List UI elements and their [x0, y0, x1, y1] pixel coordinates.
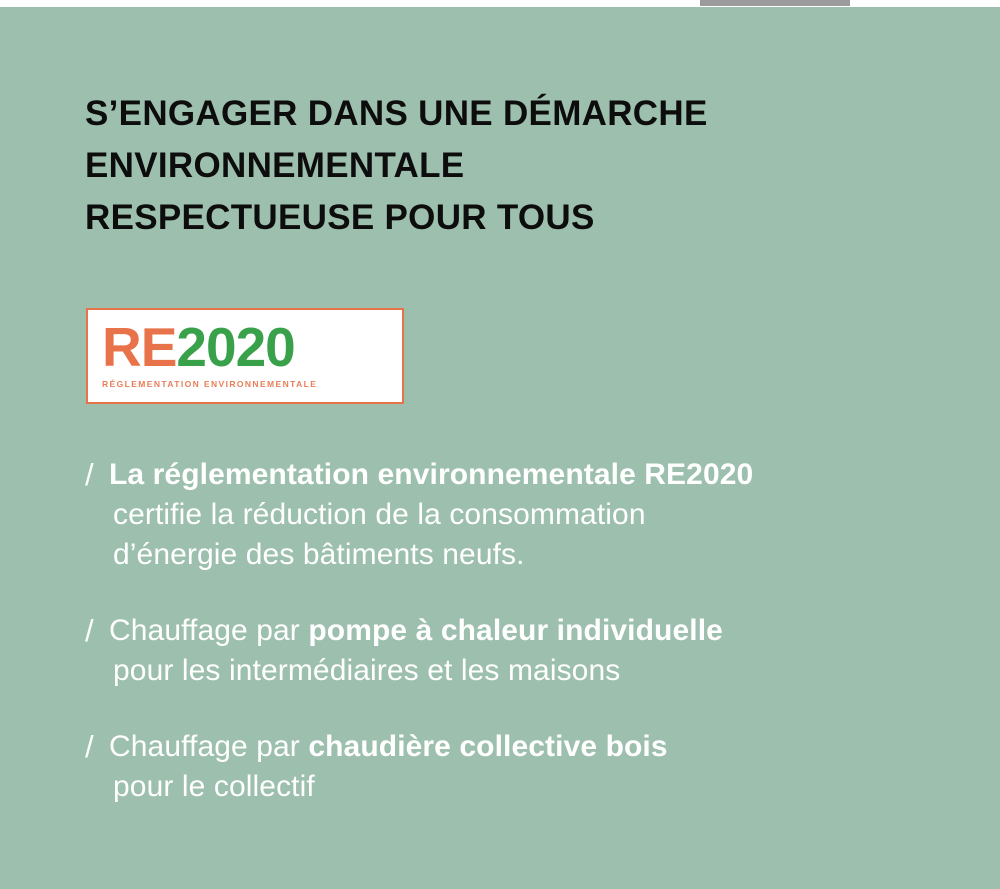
re2020-logo-subtitle: RÉGLEMENTATION ENVIRONNEMENTALE — [102, 379, 318, 389]
list-item-line-3: d’énergie des bâtiments neufs. — [113, 538, 525, 571]
page-title — [85, 88, 885, 243]
re2020-logo-wordmark — [102, 316, 392, 378]
list-item — [85, 455, 945, 575]
list-item-emphasis: pompe à chaleur individuelle — [308, 614, 723, 647]
bullet-marker-icon: / — [85, 729, 94, 764]
list-item-lead: Chauffage par — [109, 614, 309, 647]
re2020-logo — [86, 308, 404, 404]
list-item — [85, 611, 945, 691]
list-item-line-2: certifie la réduction de la consommation — [113, 498, 646, 531]
list-item-emphasis: La réglementation environnementale RE2020 — [109, 458, 754, 491]
list-item-line-2: pour le collectif — [113, 770, 315, 803]
bullet-list — [85, 455, 945, 807]
list-item-line-2: pour les intermédiaires et les maisons — [113, 654, 621, 687]
re2020-logo-inner — [102, 316, 392, 389]
bullet-marker-icon: / — [85, 613, 94, 648]
list-item-text — [109, 727, 945, 807]
re2020-logo-re-text: RE — [102, 316, 177, 378]
list-item-emphasis: chaudière collective bois — [308, 730, 668, 763]
page-title-line-3: RESPECTUEUSE POUR TOUS — [85, 197, 595, 237]
bullet-marker-icon: / — [85, 457, 94, 492]
list-item-text — [109, 611, 945, 691]
re2020-logo-2020-text: 2020 — [176, 316, 295, 378]
page-title-line-2: ENVIRONNEMENTALE — [85, 145, 465, 185]
list-item-text — [109, 455, 945, 575]
list-item-lead: Chauffage par — [109, 730, 309, 763]
top-grey-marker — [700, 0, 850, 6]
list-item — [85, 727, 945, 807]
page-title-line-1: S’ENGAGER DANS UNE DÉMARCHE — [85, 94, 708, 133]
top-white-strip — [0, 0, 1000, 7]
